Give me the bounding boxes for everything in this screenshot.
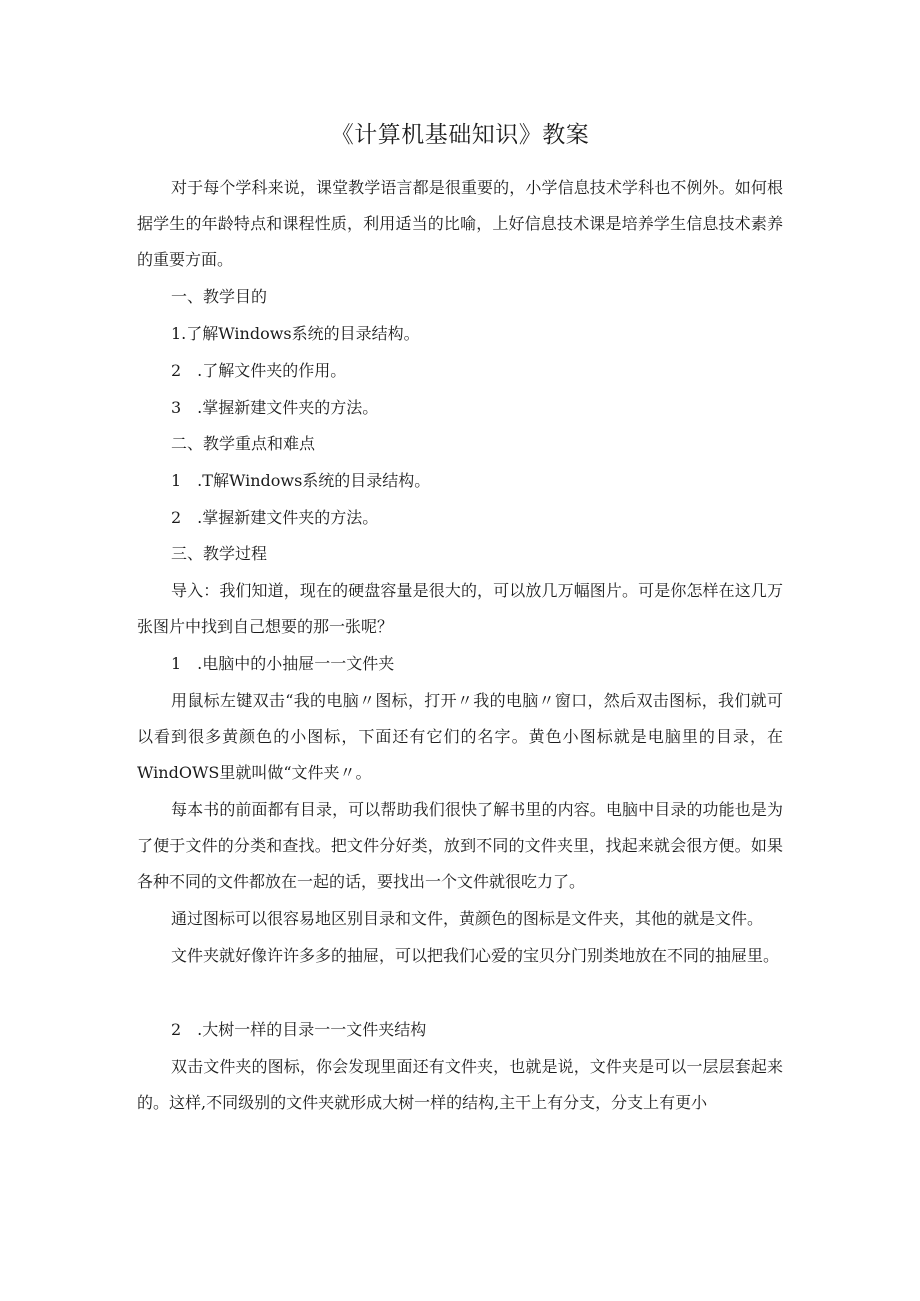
section-heading-key-points: 二、教学重点和难点 [171, 434, 316, 453]
goal-item-1: 1.了解Windows系统的目录结构。 [171, 324, 420, 343]
goal-item-3: 3 .掌握新建文件夹的方法。 [171, 398, 379, 417]
key-point-item-1: 1 .T解Windows系统的目录结构。 [171, 471, 431, 490]
section-heading-goals: 一、教学目的 [171, 287, 268, 306]
step1-paragraph-1: 用鼠标左键双击“我的电脑〃图标，打开〃我的电脑〃窗口，然后双击图标，我们就可以看到很多黄颜色的小图标，下面还有它们的名字。黄色小图标就是电脑里的目录，在WindOWS里就叫做“文件夹〃。 [137, 691, 783, 782]
lead-in-paragraph: 导入：我们知道，现在的硬盘容量是很大的，可以放几万幅图片。可是你怎样在这几万张图片中找到自己想要的那一张呢？ [137, 581, 783, 636]
intro-paragraph: 对于每个学科来说，课堂教学语言都是很重要的，小学信息技术学科也不例外。如何根据学生的年龄特点和课程性质，利用适当的比喻，上好信息技术课是培养学生信息技术素养的重要方面。 [137, 178, 783, 269]
step-heading-2: 2 .大树一样的目录一一文件夹结构 [171, 1020, 427, 1039]
step1-paragraph-4: 文件夹就好像许许多多的抽屉，可以把我们心爱的宝贝分门别类地放在不同的抽屉里。 [171, 946, 780, 965]
step-heading-1: 1 .电脑中的小抽屉一一文件夹 [171, 654, 395, 673]
document-title: 《计算机基础知识》教案 [330, 122, 590, 148]
step1-paragraph-3: 通过图标可以很容易地区别目录和文件，黄颜色的图标是文件夹，其他的就是文件。 [171, 909, 764, 928]
step2-paragraph-1: 双击文件夹的图标，你会发现里面还有文件夹，也就是说，文件夹是可以一层层套起来的。这样,不同级别的文件夹就形成大树一样的结构,主干上有分支，分支上有更小 [137, 1057, 783, 1112]
section-heading-process: 三、教学过程 [171, 544, 268, 563]
goal-item-2: 2 .了解文件夹的作用。 [171, 361, 347, 380]
key-point-item-2: 2 .掌握新建文件夹的方法。 [171, 508, 379, 527]
step1-paragraph-2: 每本书的前面都有目录，可以帮助我们很快了解书里的内容。电脑中目录的功能也是为了便于文件的分类和查找。把文件分好类，放到不同的文件夹里，找起来就会很方便。如果各种不同的文件都放在一起的话，要找出一个文件就很吃力了。 [137, 800, 783, 891]
